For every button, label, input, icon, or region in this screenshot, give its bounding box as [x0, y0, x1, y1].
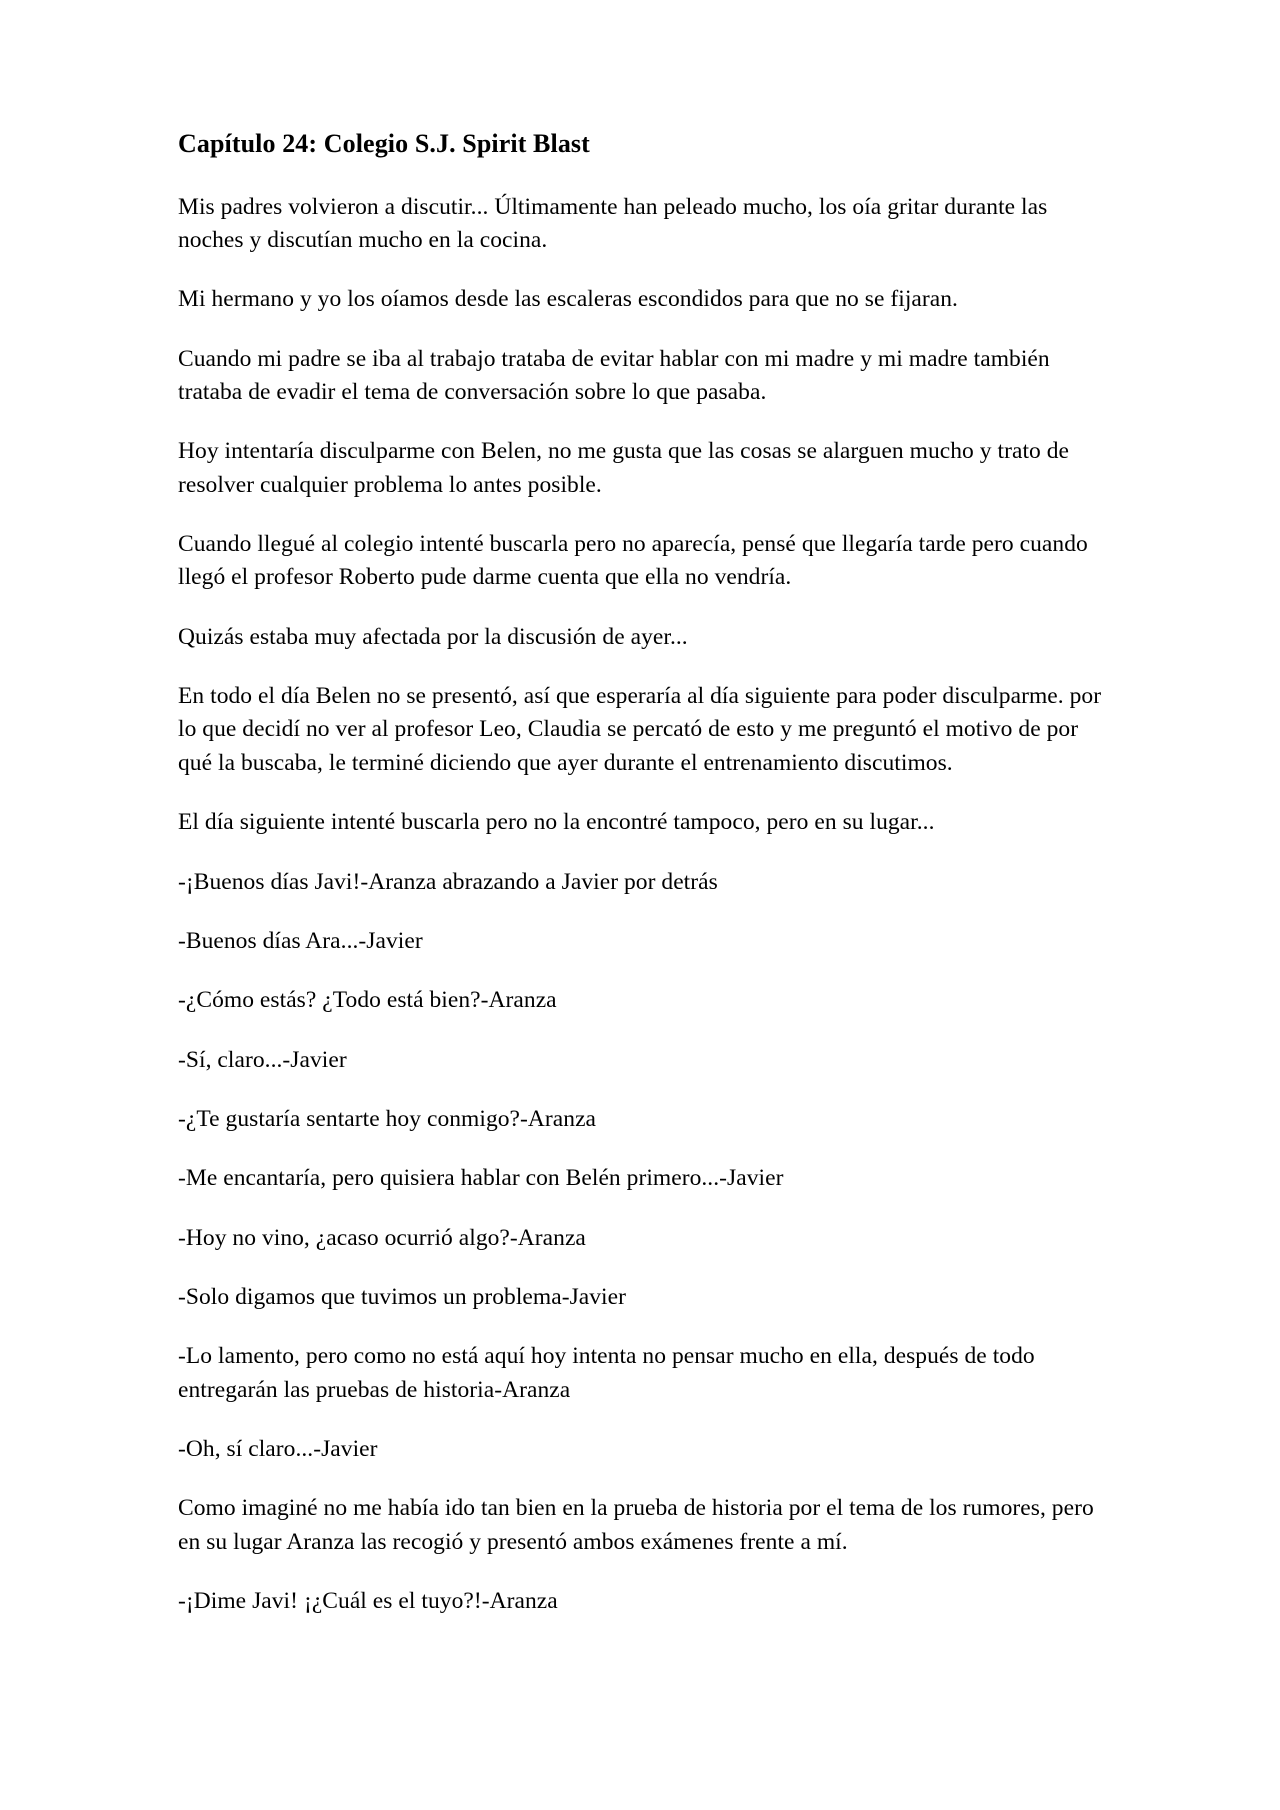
paragraph: Hoy intentaría disculparme con Belen, no me gusta que las cosas se alarguen mucho y trato de resolver cualquier problema lo antes posible. — [178, 438, 1070, 498]
dialogue-line: -Sí, claro...-Javier — [178, 1046, 347, 1073]
paragraph: En todo el día Belen no se presentó, así que esperaría al día siguiente para poder disculparme. por lo que decidí no ver al profesor Leo, Claudia se percató de esto y me preguntó el motivo de por qué la buscaba, le terminé diciendo que ayer durante el entrenamiento discutimos. — [178, 683, 1102, 776]
dialogue-line: -¿Cómo estás? ¿Todo está bien?-Aranza — [178, 987, 557, 1014]
dialogue-line: -¡Dime Javi! ¡¿Cuál es el tuyo?!-Aranza — [178, 1588, 558, 1615]
dialogue-line: -Buenos días Ara...-Javier — [178, 927, 423, 954]
dialogue-line: -Solo digamos que tuvimos un problema-Javier — [178, 1284, 626, 1311]
paragraph: Mi hermano y yo los oíamos desde las escaleras escondidos para que no se fijaran. — [178, 286, 958, 313]
document-body — [178, 191, 1104, 1619]
dialogue-line: -Hoy no vino, ¿acaso ocurrió algo?-Aranza — [178, 1224, 586, 1251]
dialogue-line: -Me encantaría, pero quisiera hablar con Belén primero...-Javier — [178, 1165, 784, 1192]
paragraph: El día siguiente intenté buscarla pero no la encontré tampoco, pero en su lugar... — [178, 809, 935, 836]
dialogue-line: -¿Te gustaría sentarte hoy conmigo?-Aranza — [178, 1105, 597, 1132]
paragraph: Como imaginé no me había ido tan bien en la prueba de historia por el tema de los rumores, pero en su lugar Aranza las recogió y presentó ambos exámenes frente a mí. — [178, 1495, 1094, 1555]
paragraph: Mis padres volvieron a discutir... Últimamente han peleado mucho, los oía gritar durante las noches y discutían mucho en la cocina. — [178, 193, 1048, 253]
paragraph: Quizás estaba muy afectada por la discusión de ayer... — [178, 623, 688, 650]
paragraph: Cuando mi padre se iba al trabajo trataba de evitar hablar con mi madre y mi madre también trataba de evadir el tema de conversación sobre lo que pasaba. — [178, 345, 1050, 405]
paragraph: Cuando llegué al colegio intenté buscarla pero no aparecía, pensé que llegaría tarde pero cuando llegó el profesor Roberto pude darme cuenta que ella no vendría. — [178, 531, 1088, 591]
page-title: Capítulo 24: Colegio S.J. Spirit Blast — [178, 129, 590, 158]
dialogue-line: -Lo lamento, pero como no está aquí hoy intenta no pensar mucho en ella, después de todo entregarán las pruebas de historia-Aranza — [178, 1343, 1035, 1403]
dialogue-line: -Oh, sí claro...-Javier — [178, 1436, 378, 1463]
dialogue-line: -¡Buenos días Javi!-Aranza abrazando a Javier por detrás — [178, 868, 718, 895]
